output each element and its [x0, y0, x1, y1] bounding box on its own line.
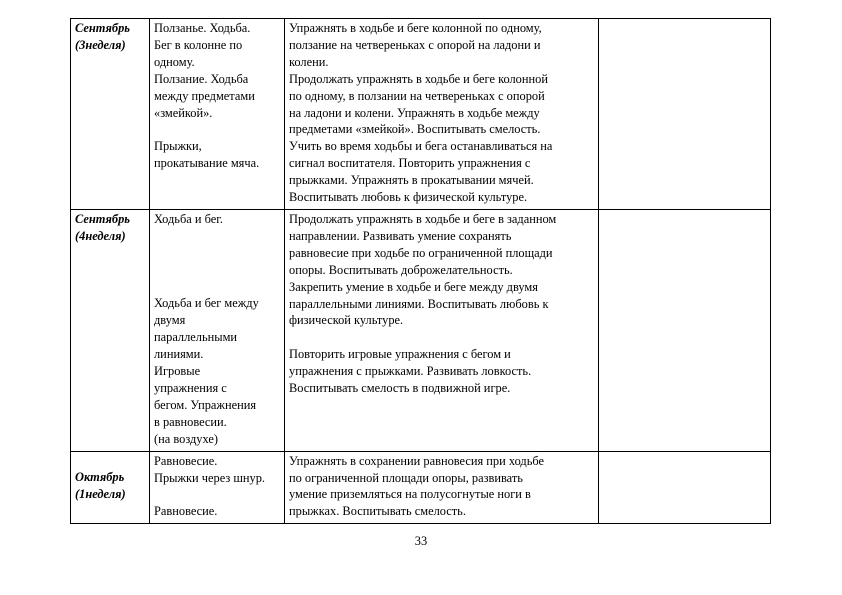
goals-line: Учить во время ходьбы и бега останавливаться на: [289, 139, 553, 154]
goals-line: параллельными линиями. Воспитывать любовь к: [289, 296, 549, 311]
topics-line: между предметами: [154, 88, 255, 103]
goals-line: колени.: [289, 54, 329, 69]
topics-line: [154, 228, 280, 245]
period-line: Сентябрь: [75, 21, 130, 35]
period-line: [75, 453, 145, 470]
goals-line: предметами «змейкой». Воспитывать смелость.: [289, 122, 541, 137]
topics-line: в равновесии.: [154, 414, 227, 429]
goals-line: по одному, в ползании на четвереньках с опорой: [289, 88, 545, 103]
period-line: (1неделя): [75, 487, 126, 502]
goals-line: Продолжать упражнять в ходьбе и беге в заданном: [289, 211, 557, 226]
period-cell: [71, 451, 150, 524]
goals-line: прыжками. Упражнять в прокатывании мячей.: [289, 173, 534, 188]
topics-line: [154, 279, 280, 296]
goals-line: Воспитывать смелость в подвижной игре.: [289, 381, 511, 396]
topics-line: прокатывание мяча.: [154, 156, 260, 171]
topics-line: «змейкой».: [154, 105, 213, 120]
table-row: [71, 451, 771, 524]
table-row: [71, 19, 771, 210]
page-number: 33: [414, 534, 428, 548]
table-row: [71, 209, 771, 451]
goals-line: Упражнять в ходьбе и беге колонной по одному,: [289, 21, 542, 35]
topics-line: [154, 121, 280, 138]
goals-line: физической культуре.: [289, 313, 404, 328]
topics-cell: [150, 451, 285, 524]
topics-cell: [150, 209, 285, 451]
topics-line: одному.: [154, 54, 195, 69]
topics-line: Ходьба и бег между: [154, 296, 259, 311]
goals-line: на ладони и колени. Упражнять в ходьбе между: [289, 105, 540, 120]
goals-cell: [285, 451, 599, 524]
topics-line: [154, 245, 280, 262]
topics-line: линиями.: [154, 347, 204, 362]
goals-line: Закрепить умение в ходьбе и беге между двумя: [289, 279, 538, 294]
period-line: Октябрь: [75, 470, 125, 485]
goals-cell: [285, 19, 599, 210]
topics-line: упражнения с: [154, 380, 227, 395]
goals-line: равновесие при ходьбе по ограниченной площади: [289, 245, 553, 260]
notes-cell: [599, 209, 771, 451]
goals-line: сигнал воспитателя. Повторить упражнения с: [289, 156, 531, 171]
plan-table: [70, 18, 771, 524]
goals-line: Упражнять в сохранении равновесия при ходьбе: [289, 453, 545, 468]
topics-line: двумя: [154, 313, 186, 328]
topics-line: Прыжки через шнур.: [154, 470, 266, 485]
topics-line: [154, 486, 280, 503]
topics-line: Ползание. Ходьба: [154, 71, 249, 86]
topics-line: Игровые: [154, 364, 201, 379]
topics-line: Ползанье. Ходьба.: [154, 21, 251, 35]
period-line: Сентябрь: [75, 211, 130, 226]
goals-line: Продолжать упражнять в ходьбе и беге колонной: [289, 71, 548, 86]
goals-line: упражнения с прыжками. Развивать ловкость.: [289, 364, 532, 379]
topics-line: [154, 262, 280, 279]
topics-line: бегом. Упражнения: [154, 397, 257, 412]
goals-line: ползание на четвереньках с опорой на ладони и: [289, 37, 541, 52]
topics-cell: [150, 19, 285, 210]
period-cell: [71, 209, 150, 451]
notes-cell: [599, 19, 771, 210]
goals-line: Воспитывать любовь к физической культуре.: [289, 190, 528, 205]
goals-line: Повторить игровые упражнения с бегом и: [289, 347, 511, 362]
topics-line: Бег в колонне по: [154, 37, 243, 52]
topics-line: (на воздухе): [154, 431, 218, 446]
goals-cell: [285, 209, 599, 451]
topics-line: Равновесие.: [154, 504, 218, 519]
goals-line: [289, 329, 594, 346]
goals-line: прыжках. Воспитывать смелость.: [289, 504, 466, 519]
goals-line: умение приземляться на полусогнутые ноги в: [289, 487, 531, 502]
period-line: (3неделя): [75, 37, 126, 52]
goals-line: по ограниченной площади опоры, развивать: [289, 470, 523, 485]
goals-line: опоры. Воспитывать доброжелательность.: [289, 262, 513, 277]
topics-line: Прыжки,: [154, 139, 202, 154]
period-cell: [71, 19, 150, 210]
topics-line: Ходьба и бег.: [154, 211, 224, 226]
topics-line: Равновесие.: [154, 453, 218, 468]
topics-line: параллельными: [154, 330, 238, 345]
notes-cell: [599, 451, 771, 524]
period-line: (4неделя): [75, 228, 126, 243]
goals-line: направлении. Развивать умение сохранять: [289, 228, 512, 243]
